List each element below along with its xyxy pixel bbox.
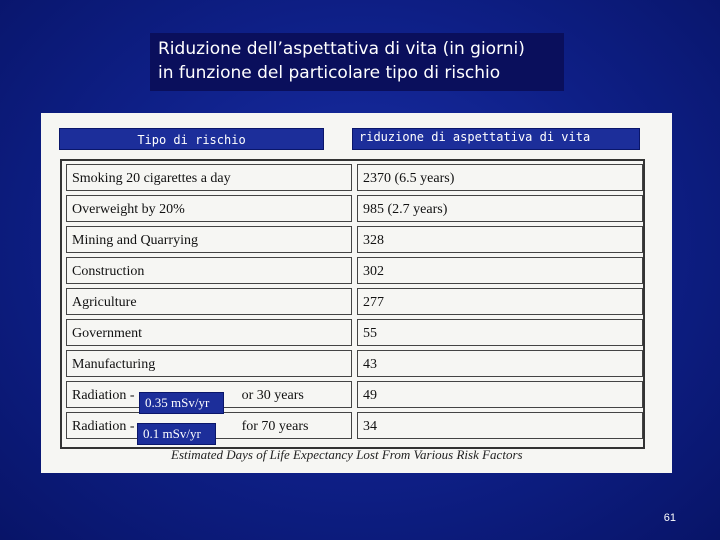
value-cell: 49 (357, 381, 643, 408)
value-cell: 985 (2.7 years) (357, 195, 643, 222)
risk-cell: Overweight by 20% (66, 195, 352, 222)
risk-suffix: for 70 years (241, 419, 309, 434)
table-row (66, 319, 639, 346)
table-row (66, 195, 639, 222)
value-cell: 34 (357, 412, 643, 439)
header-life-expectancy-reduction: riduzione di aspettativa di vita (352, 128, 640, 150)
dose-label-overlay: 0.1 mSv/yr (137, 423, 216, 445)
risk-prefix: Radiation - (72, 419, 135, 434)
risk-prefix: Radiation - (72, 388, 135, 403)
header-risk-type: Tipo di rischio (59, 128, 324, 150)
value-cell: 2370 (6.5 years) (357, 164, 643, 191)
table-row (66, 226, 639, 253)
risk-suffix: or 30 years (241, 388, 304, 403)
slide-title (150, 33, 564, 91)
value-cell: 302 (357, 257, 643, 284)
title-line-1: Riduzione dell’aspettativa di vita (in giorni) (158, 39, 525, 59)
value-cell: 55 (357, 319, 643, 346)
table-row (66, 350, 639, 377)
table-caption: Estimated Days of Life Expectancy Lost From Various Risk Factors (171, 447, 523, 462)
risk-cell: Government (66, 319, 352, 346)
dose-label-overlay: 0.35 mSv/yr (139, 392, 224, 414)
risk-cell: Mining and Quarrying (66, 226, 352, 253)
page-number: 61 (663, 512, 676, 524)
risk-cell: Smoking 20 cigarettes a day (66, 164, 352, 191)
table-row (66, 164, 639, 191)
risk-cell: Manufacturing (66, 350, 352, 377)
table-row (66, 257, 639, 284)
value-cell: 277 (357, 288, 643, 315)
title-line-2: in funzione del particolare tipo di rischio (158, 63, 501, 83)
value-cell: 43 (357, 350, 643, 377)
risk-cell: Agriculture (66, 288, 352, 315)
table-row (66, 288, 639, 315)
value-cell: 328 (357, 226, 643, 253)
scanned-table-image (41, 113, 672, 473)
risk-cell: Construction (66, 257, 352, 284)
